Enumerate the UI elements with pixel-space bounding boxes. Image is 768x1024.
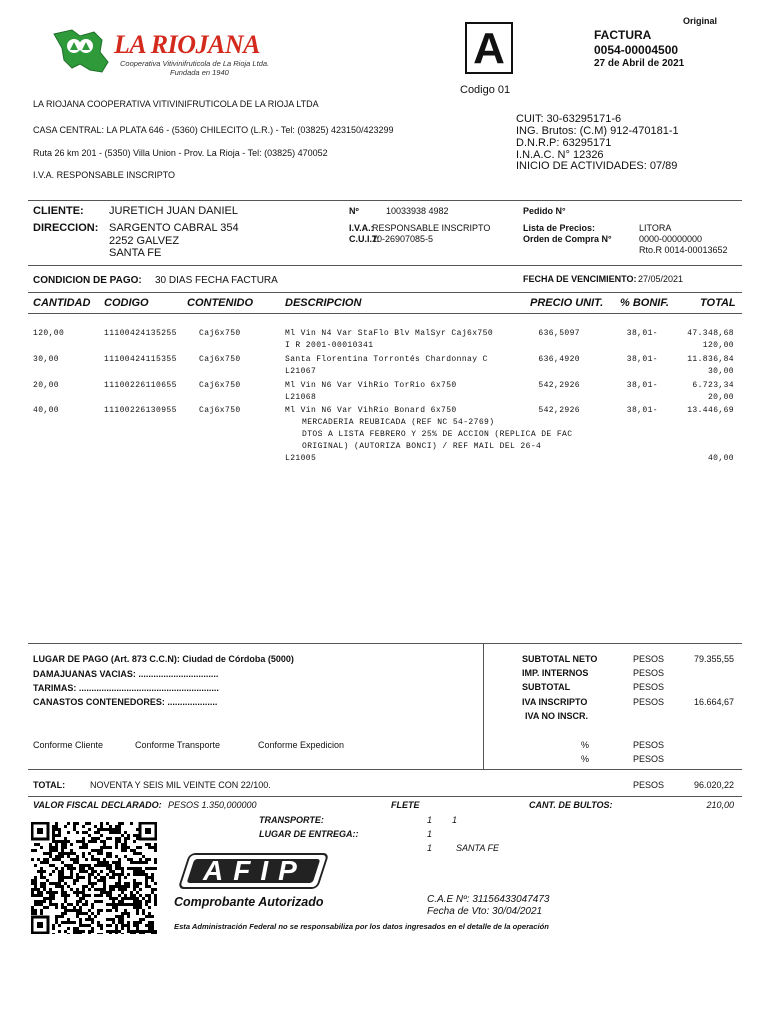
doc-number: 0054-00004500 xyxy=(594,43,679,57)
iva-no-inscr-label: IVA NO INSCR. xyxy=(525,711,589,721)
row-total: 11.836,84 xyxy=(687,355,734,364)
cliente-value: JURETICH JUAN DANIEL xyxy=(109,205,238,217)
col-contenido: CONTENIDO xyxy=(187,297,253,309)
tarimas: TARIMAS: ........................................................ xyxy=(33,683,219,693)
logo-name: LA RIOJANA xyxy=(114,30,260,59)
logo-founded: Fundada en 1940 xyxy=(170,68,229,77)
direccion-label: DIRECCION: xyxy=(33,222,99,234)
cae-number: C.A.E Nº: 31156433047473 xyxy=(427,894,550,905)
nro-label: Nº xyxy=(349,206,359,216)
afip-logo xyxy=(177,851,337,891)
cuit-value: 20-26907085-5 xyxy=(372,234,434,244)
row-codigo: 11100226110655 xyxy=(104,381,177,390)
invoice-letter-box xyxy=(465,22,513,74)
table-row xyxy=(0,406,768,466)
row-lot: L21068 xyxy=(285,393,317,402)
nro-value: 10033938 4982 xyxy=(386,206,449,216)
col-codigo: CODIGO xyxy=(104,297,149,309)
currency-label: PESOS xyxy=(633,740,665,750)
row-contenido: Caj6x750 xyxy=(199,355,241,364)
divider xyxy=(28,200,742,201)
currency-label: PESOS xyxy=(633,682,665,692)
row-bonif: 38,01- xyxy=(626,406,658,415)
company-inicio: INICIO DE ACTIVIDADES: 07/89 xyxy=(516,160,678,172)
afip-logo-text: AFIP xyxy=(203,855,307,886)
row-codigo: 11100226130955 xyxy=(104,406,177,415)
divider xyxy=(483,643,484,769)
comprobante-autorizado: Comprobante Autorizado xyxy=(174,895,324,909)
flete-label: FLETE xyxy=(391,800,420,810)
valor-fiscal-label: VALOR FISCAL DECLARADO: xyxy=(33,800,162,810)
row-precio: 636,4920 xyxy=(538,355,580,364)
company-logo xyxy=(50,24,290,82)
lista-label: Lista de Precios: xyxy=(523,223,596,233)
condicion-value: 30 DIAS FECHA FACTURA xyxy=(155,275,278,286)
currency-label: PESOS xyxy=(633,654,665,664)
subtotal-neto-label: SUBTOTAL NETO xyxy=(522,654,598,664)
la-rioja-map-icon xyxy=(50,26,120,76)
entrega-1: 1 xyxy=(427,829,433,839)
afip-disclaimer: Esta Administración Federal no se responsabiliza por los datos ingresados en el detalle de la operación xyxy=(174,922,549,931)
vencimiento-label: FECHA DE VENCIMIENTO: xyxy=(523,274,637,284)
company-inac: I.N.A.C. N° 12326 xyxy=(516,149,604,161)
currency-label: PESOS xyxy=(633,780,665,790)
row-cantidad: 20,00 xyxy=(33,381,60,390)
company-name: LA RIOJANA COOPERATIVA VITIVINIFRUTICOLA DE LA RIOJA LTDA xyxy=(33,99,319,109)
row-cantidad: 40,00 xyxy=(33,406,60,415)
row-lot: I R 2001-00010341 xyxy=(285,341,374,350)
entrega-place: SANTA FE xyxy=(456,843,500,853)
bultos-label: CANT. DE BULTOS: xyxy=(529,800,613,810)
currency-label: PESOS xyxy=(633,754,665,764)
doc-date: 27 de Abril de 2021 xyxy=(594,58,685,69)
copy-label: Original xyxy=(683,16,718,26)
row-descripcion: Ml Vin N6 Var VihRio Bonard 6x750 xyxy=(285,406,457,415)
row-total-qty: 30,00 xyxy=(707,367,734,376)
canastos: CANASTOS CONTENEDORES: .................... xyxy=(33,697,218,707)
row-precio: 636,5097 xyxy=(538,329,580,338)
row-total-qty: 40,00 xyxy=(707,454,734,463)
percent-label: % xyxy=(581,754,590,764)
row-descripcion: Ml Vin N6 Var VihRio TorRio 6x750 xyxy=(285,381,457,390)
row-bonif: 38,01- xyxy=(626,355,658,364)
divider xyxy=(28,643,742,644)
company-address-2: Ruta 26 km 201 - (5350) Villa Union - Prov. La Rioja - Tel: (03825) 470052 xyxy=(33,148,328,158)
currency-label: PESOS xyxy=(633,697,665,707)
imp-internos-label: IMP. INTERNOS xyxy=(522,668,589,678)
vencimiento-value: 27/05/2021 xyxy=(638,274,684,284)
row-contenido: Caj6x750 xyxy=(199,329,241,338)
col-cantidad: CANTIDAD xyxy=(33,297,91,309)
invoice-code: Codigo 01 xyxy=(460,84,511,96)
row-precio: 542,2926 xyxy=(538,406,580,415)
company-ing-brutos: ING. Brutos: (C.M) 912-470181-1 xyxy=(516,125,679,137)
entrega-label: LUGAR DE ENTREGA:: xyxy=(259,829,359,839)
cliente-label: CLIENTE: xyxy=(33,205,84,217)
entrega-2: 1 xyxy=(427,843,433,853)
divider xyxy=(28,313,742,314)
transporte-1: 1 xyxy=(427,815,433,825)
row-note: ORIGINAL) (AUTORIZA BONCI) / REF MAIL DEL 26-4 xyxy=(302,442,542,451)
row-note: DTOS A LISTA FEBRERO Y 25% DE ACCION (REPLICA DE FAC xyxy=(302,430,573,439)
iva-inscripto-value: 16.664,67 xyxy=(693,697,734,707)
iva-inscripto-label: IVA INSCRIPTO xyxy=(522,697,588,707)
cuit-label: C.U.I.T: xyxy=(349,234,380,244)
row-bonif: 38,01- xyxy=(626,329,658,338)
bultos-value: 210,00 xyxy=(706,800,734,810)
logo-tagline: Cooperativa Vitivinifruticola de La Rioja Ltda. xyxy=(120,59,270,68)
direccion-1: SARGENTO CABRAL 354 xyxy=(109,222,239,234)
col-descripcion: DESCRIPCION xyxy=(285,297,362,309)
col-total: TOTAL xyxy=(700,297,736,309)
divider xyxy=(28,265,742,266)
lugar-pago: LUGAR DE PAGO (Art. 873 C.C.N): Ciudad de Córdoba (5000) xyxy=(33,654,294,664)
row-contenido: Caj6x750 xyxy=(199,381,241,390)
transporte-2: 1 xyxy=(452,815,458,825)
invoice-letter: A xyxy=(473,24,505,73)
row-total: 47.348,68 xyxy=(687,329,734,338)
iva-value: RESPONSABLE INSCRIPTO xyxy=(372,223,491,233)
currency-label: PESOS xyxy=(633,668,665,678)
pedido-label: Pedido N° xyxy=(523,206,566,216)
row-precio: 542,2926 xyxy=(538,381,580,390)
row-total-qty: 120,00 xyxy=(702,341,734,350)
transporte-label: TRANSPORTE: xyxy=(259,815,324,825)
qr-code-icon xyxy=(31,822,157,934)
lista-value: LITORA xyxy=(639,223,672,233)
row-total: 6.723,34 xyxy=(692,381,734,390)
row-descripcion: Ml Vin N4 Var StaFlo Blv MalSyr Caj6x750 xyxy=(285,329,494,338)
valor-fiscal-value: PESOS 1.350,000000 xyxy=(168,800,257,810)
row-note: MERCADERIA REUBICADA (REF NC 54-2769) xyxy=(302,418,495,427)
row-total-qty: 20,00 xyxy=(707,393,734,402)
subtotal-label: SUBTOTAL xyxy=(522,682,571,692)
col-bonif: % BONIF. xyxy=(620,297,669,309)
conforme-transporte: Conforme Transporte xyxy=(135,740,221,750)
company-address-1: CASA CENTRAL: LA PLATA 646 - (5360) CHILECITO (L.R.) - Tel: (03825) 423150/423299 xyxy=(33,125,394,135)
total-value: 96.020,22 xyxy=(693,780,734,790)
divider xyxy=(28,769,742,770)
rto-value: Rto.R 0014-00013652 xyxy=(639,245,728,255)
col-precio: PRECIO UNIT. xyxy=(530,297,604,309)
direccion-3: SANTA FE xyxy=(109,247,162,259)
company-iva: I.V.A. RESPONSABLE INSCRIPTO xyxy=(33,170,176,180)
company-dnrp: D.N.R.P: 63295171 xyxy=(516,137,612,149)
subtotal-neto-value: 79.355,55 xyxy=(693,654,734,664)
row-contenido: Caj6x750 xyxy=(199,406,241,415)
row-cantidad: 120,00 xyxy=(33,329,65,338)
damajuanas: DAMAJUANAS VACIAS: ................................ xyxy=(33,669,219,679)
row-total: 13.446,69 xyxy=(687,406,734,415)
orden-label: Orden de Compra N° xyxy=(523,234,612,244)
row-cantidad: 30,00 xyxy=(33,355,60,364)
percent-label: % xyxy=(581,740,590,750)
doc-type: FACTURA xyxy=(594,28,652,42)
orden-value: 0000-00000000 xyxy=(639,234,703,244)
row-codigo: 11100424115355 xyxy=(104,355,177,364)
conforme-cliente: Conforme Cliente xyxy=(33,740,104,750)
row-bonif: 38,01- xyxy=(626,381,658,390)
direccion-2: 2252 GALVEZ xyxy=(109,235,180,247)
row-lot: L21005 xyxy=(285,454,317,463)
row-lot: L21067 xyxy=(285,367,317,376)
divider xyxy=(28,292,742,293)
cae-vto: Fecha de Vto: 30/04/2021 xyxy=(427,906,543,917)
company-cuit: CUIT: 30-63295171-6 xyxy=(516,113,622,125)
conforme-expedicion: Conforme Expedicion xyxy=(258,740,345,750)
row-codigo: 11100424135255 xyxy=(104,329,177,338)
iva-label: I.V.A.: xyxy=(349,223,374,233)
total-words: NOVENTA Y SEIS MIL VEINTE CON 22/100. xyxy=(90,780,271,790)
divider xyxy=(28,796,742,797)
condicion-label: CONDICION DE PAGO: xyxy=(33,275,142,286)
total-label: TOTAL: xyxy=(33,780,66,790)
row-descripcion: Santa Florentina Torrontés Chardonnay C xyxy=(285,355,488,364)
